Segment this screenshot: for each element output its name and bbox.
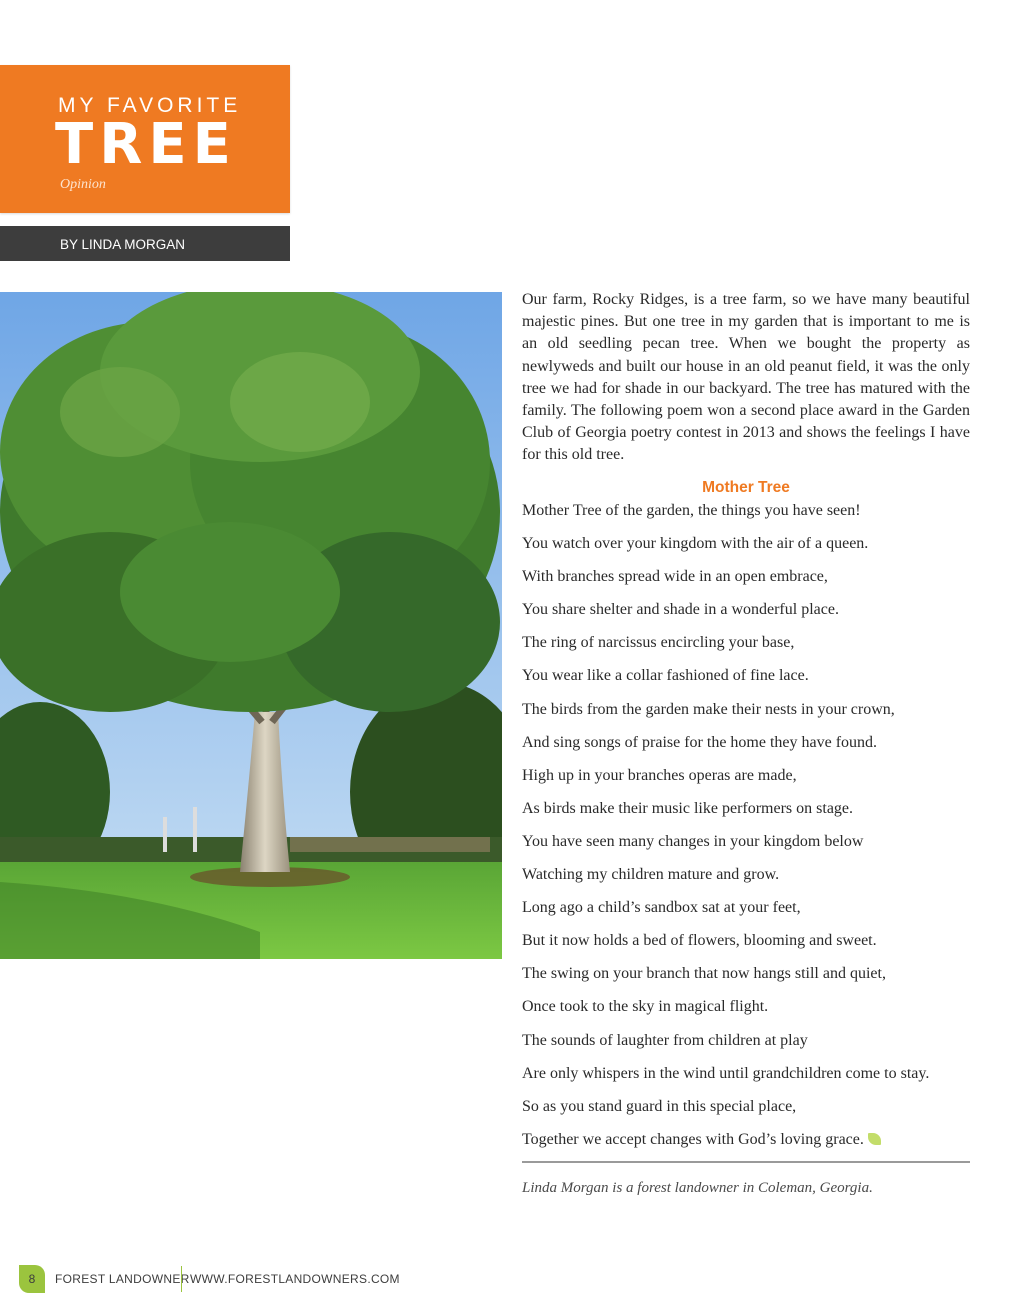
title-kicker: MY FAVORITE xyxy=(58,94,242,117)
footer-url: WWW.FORESTLANDOWNERS.COM xyxy=(190,1272,400,1286)
poem-line: With branches spread wide in an open embrace, xyxy=(522,568,828,586)
poem-line: Long ago a child’s sandbox sat at your feet, xyxy=(522,899,801,917)
poem-line: You wear like a collar fashioned of fine lace. xyxy=(522,667,809,685)
intro-paragraph: Our farm, Rocky Ridges, is a tree farm, so we have many beautiful majestic pines. But one tree in my garden that is important to me is an old seedling pecan tree. When we bought the property as newlyweds and built our house in an old peanut field, it was the only tree we had for shade in our backyard. The tree has matured with the family. The following poem won a second place award in the Garden Club of Georgia poetry contest in 2013 and shows the feelings I have for this old tree. xyxy=(522,291,970,464)
poem-line: As birds make their music like performers on stage. xyxy=(522,799,854,817)
footer-publication: FOREST LANDOWNER xyxy=(55,1272,190,1286)
poem-line: The ring of narcissus encircling your base, xyxy=(522,634,795,652)
poem-line: Together we accept changes with God’s loving grace. xyxy=(522,1130,970,1163)
author-bio: Linda Morgan is a forest landowner in Coleman, Georgia. xyxy=(522,1180,873,1196)
leaf-end-mark-icon xyxy=(868,1133,881,1145)
byline: BY LINDA MORGAN xyxy=(60,237,186,252)
poem-line: So as you stand guard in this special place, xyxy=(522,1097,797,1115)
poem-line: The sounds of laughter from children at play xyxy=(522,1031,808,1049)
poem-line: The swing on your branch that now hangs still and quiet, xyxy=(522,965,886,983)
poem-line: You share shelter and shade in a wonderful place. xyxy=(522,601,839,619)
poem-line: But it now holds a bed of flowers, blooming and sweet. xyxy=(522,932,877,950)
poem-line: You have seen many changes in your kingdom below xyxy=(522,832,864,850)
poem-title: Mother Tree xyxy=(702,479,790,496)
poem-line: You watch over your kingdom with the air of a queen. xyxy=(522,535,869,553)
page-number: 8 xyxy=(28,1272,36,1286)
poem-line: The birds from the garden make their nests in your crown, xyxy=(522,700,895,718)
page-title: TREE xyxy=(55,112,237,177)
poem-line: Watching my children mature and grow. xyxy=(522,866,780,884)
poem-line: High up in your branches operas are made, xyxy=(522,766,797,784)
pecan-tree-photo xyxy=(0,292,502,959)
poem-line: Are only whispers in the wind until grandchildren come to stay. xyxy=(522,1064,930,1082)
poem-line: And sing songs of praise for the home they have found. xyxy=(522,733,878,751)
section-label: Opinion xyxy=(60,177,106,192)
poem-line: Once took to the sky in magical flight. xyxy=(522,998,769,1016)
poem xyxy=(522,501,970,1163)
poem-line: Mother Tree of the garden, the things you have seen! xyxy=(522,502,861,519)
divider xyxy=(522,1161,970,1163)
footer-divider xyxy=(181,1266,182,1292)
